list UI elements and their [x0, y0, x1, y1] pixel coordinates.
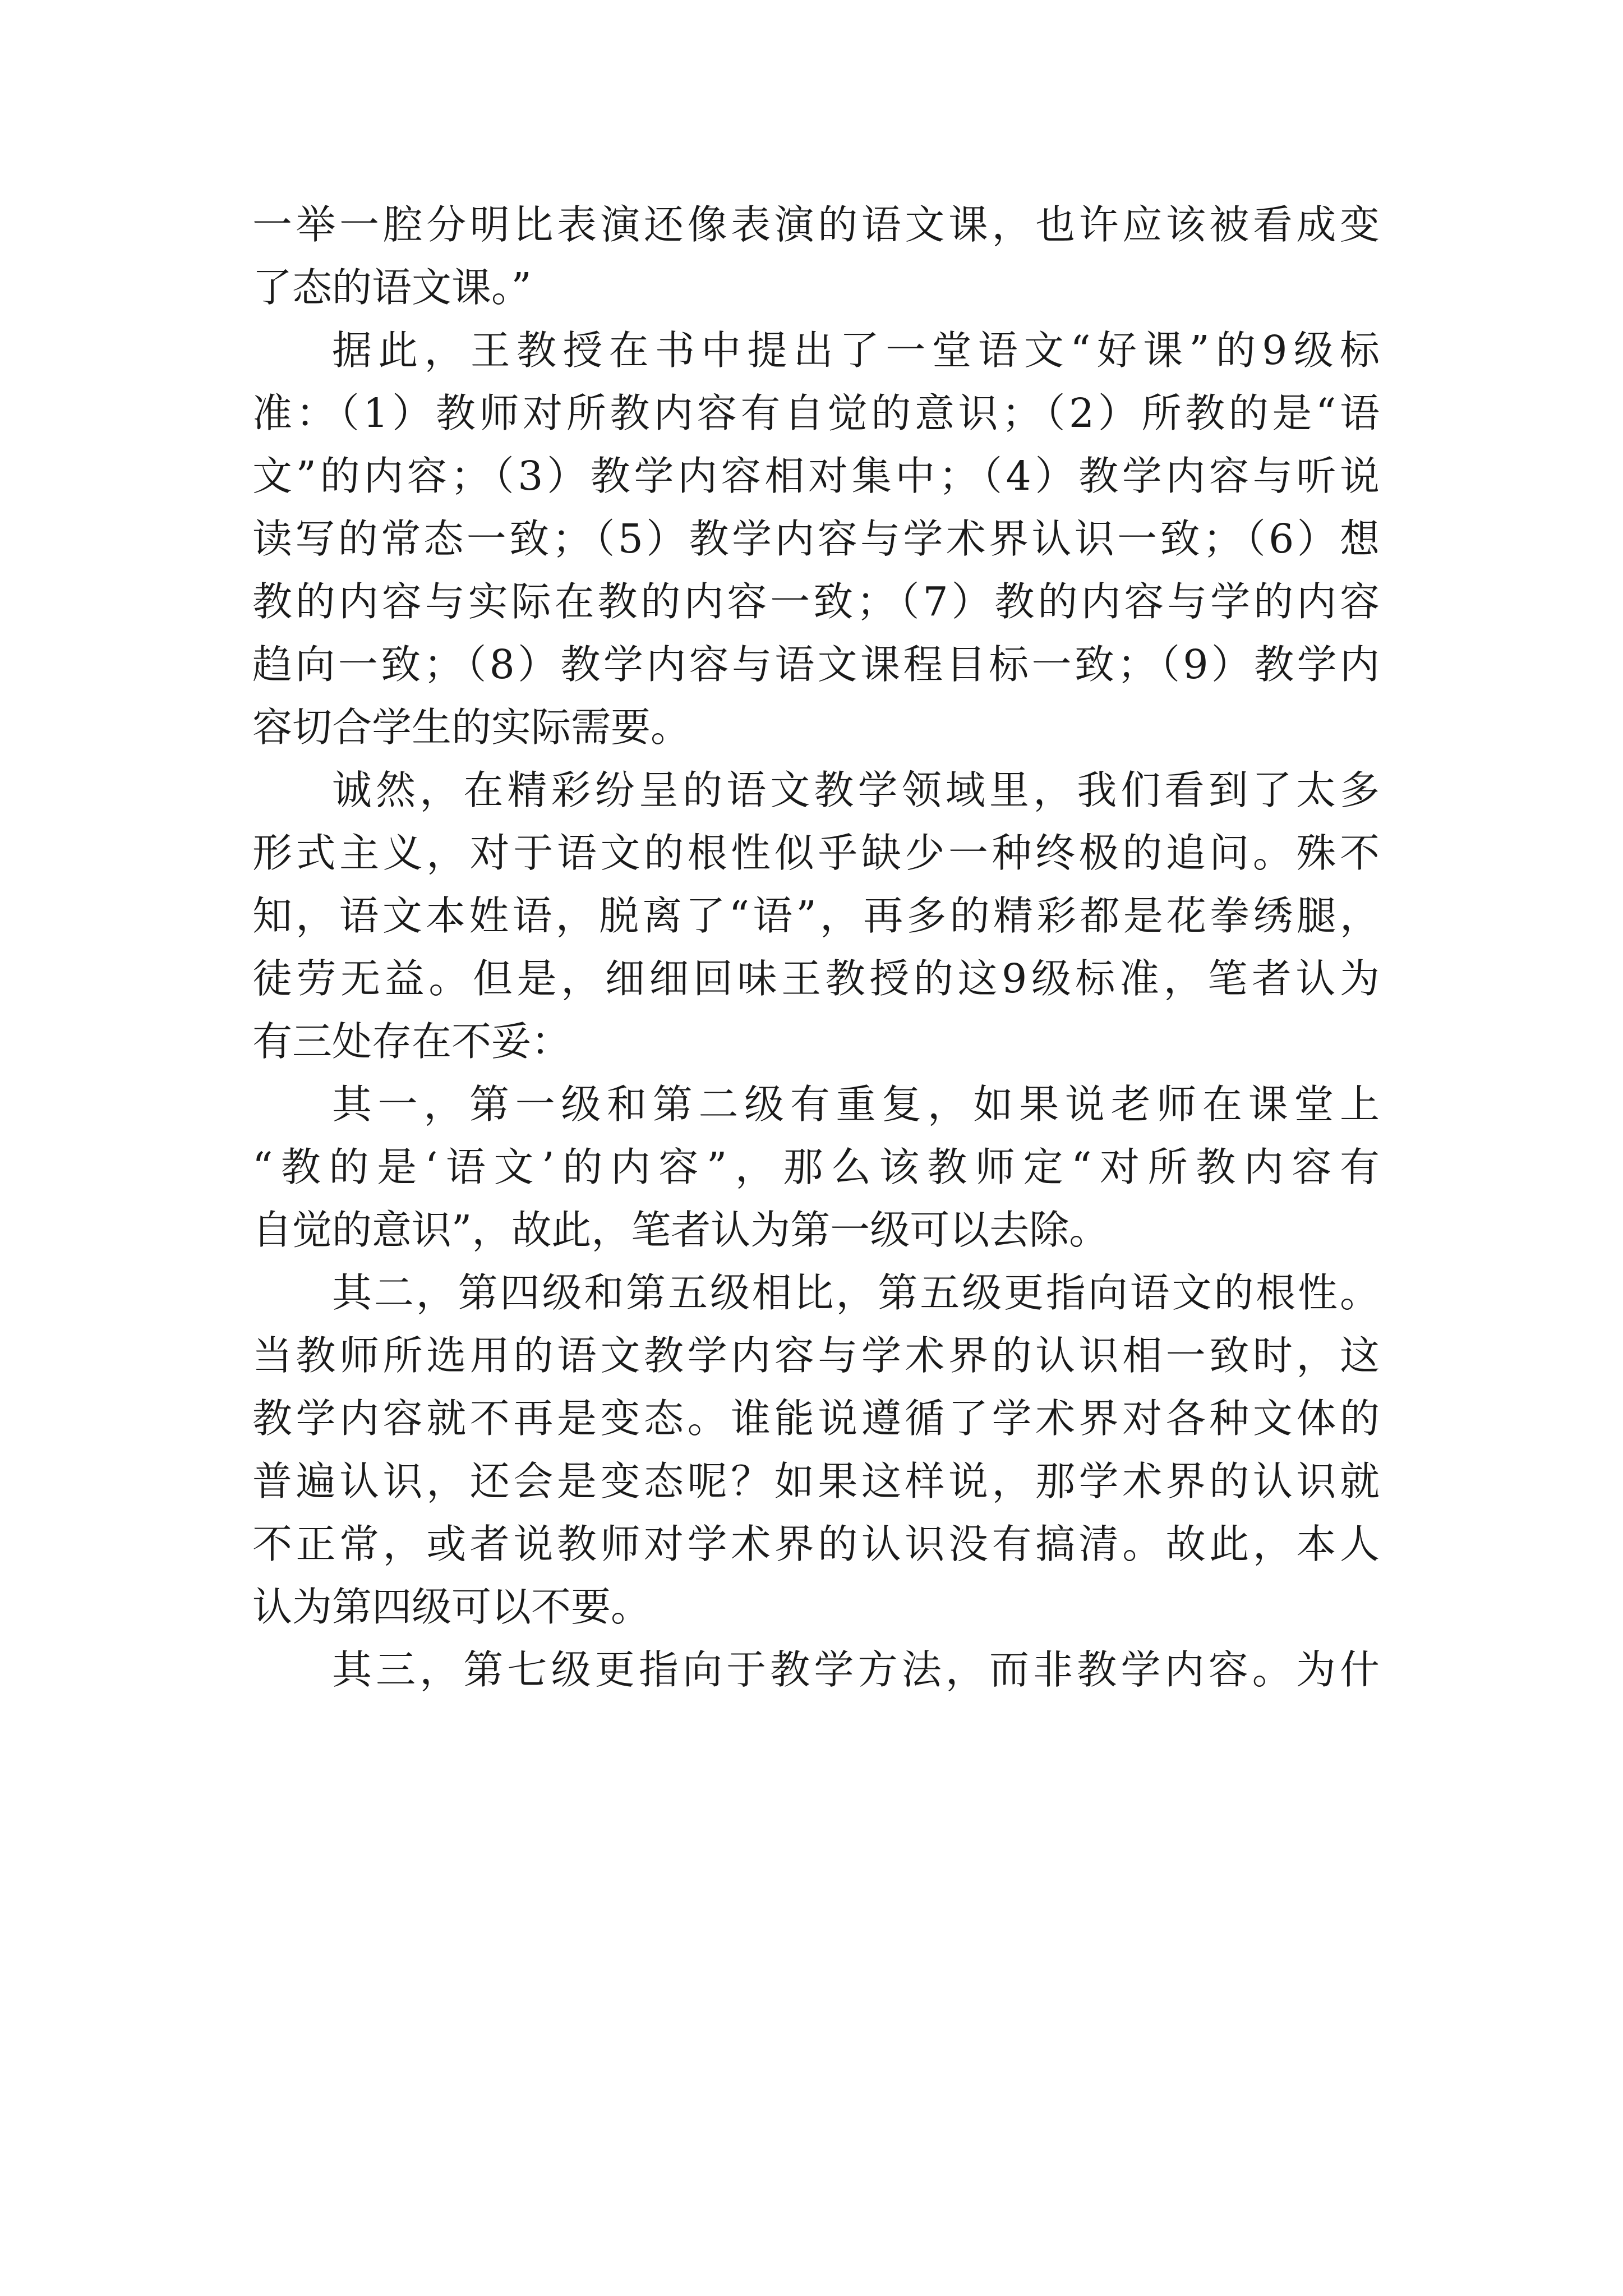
- text-line: 当教师所选用的语文教学内容与学术界的认识相一致时，这: [252, 1332, 1380, 1379]
- text-line: 准：（1）教师对所教内容有自觉的意识；（2）所教的是“语: [252, 390, 1380, 436]
- text-line: 其二，第四级和第五级相比，第五级更指向语文的根性。: [332, 1269, 1380, 1316]
- text-line: 了态的语文课。”: [252, 264, 532, 311]
- text-line: 诚然，在精彩纷呈的语文教学领域里，我们看到了太多: [332, 767, 1380, 813]
- text-line: 据此，王教授在书中提出了一堂语文“好课”的9级标: [332, 327, 1380, 374]
- text-line: 教的内容与实际在教的内容一致；（7）教的内容与学的内容: [252, 578, 1380, 625]
- text-line: 自觉的意识”，故此，笔者认为第一级可以去除。: [252, 1207, 1109, 1253]
- text-line: 其三，第七级更指向于教学方法，而非教学内容。为什: [332, 1646, 1380, 1693]
- text-line: 容切合学生的实际需要。: [252, 704, 691, 751]
- text-line: 知，语文本姓语，脱离了“语”，再多的精彩都是花拳绣腿，: [252, 892, 1380, 939]
- text-line: 读写的常态一致；（5）教学内容与学术界认识一致；（6）想: [252, 516, 1380, 562]
- text-line: “教的是‘语文’的内容”，那么该教师定“对所教内容有: [252, 1144, 1380, 1190]
- text-line: 趋向一致；（8）教学内容与语文课程目标一致；（9）教学内: [252, 641, 1380, 688]
- text-line: 徒劳无益。但是，细细回味王教授的这9级标准，笔者认为: [252, 955, 1380, 1002]
- text-line: 教学内容就不再是变态。谁能说遵循了学术界对各种文体的: [252, 1395, 1380, 1442]
- text-line: 不正常，或者说教师对学术界的认识没有搞清。故此，本人: [252, 1521, 1380, 1567]
- text-line: 一举一腔分明比表演还像表演的语文课，也许应该被看成变: [252, 201, 1380, 248]
- text-line: 普遍认识，还会是变态呢？如果这样说，那学术界的认识就: [252, 1458, 1380, 1504]
- text-line: 文”的内容；（3）教学内容相对集中；（4）教学内容与听说: [252, 453, 1380, 499]
- text-line: 认为第四级可以不要。: [252, 1584, 651, 1630]
- body-text: [252, 194, 1380, 1701]
- text-line: 有三处存在不妥：: [252, 1018, 571, 1065]
- text-line: 形式主义，对于语文的根性似乎缺少一种终极的追问。殊不: [252, 830, 1380, 876]
- text-line: 其一，第一级和第二级有重复，如果说老师在课堂上: [332, 1081, 1380, 1128]
